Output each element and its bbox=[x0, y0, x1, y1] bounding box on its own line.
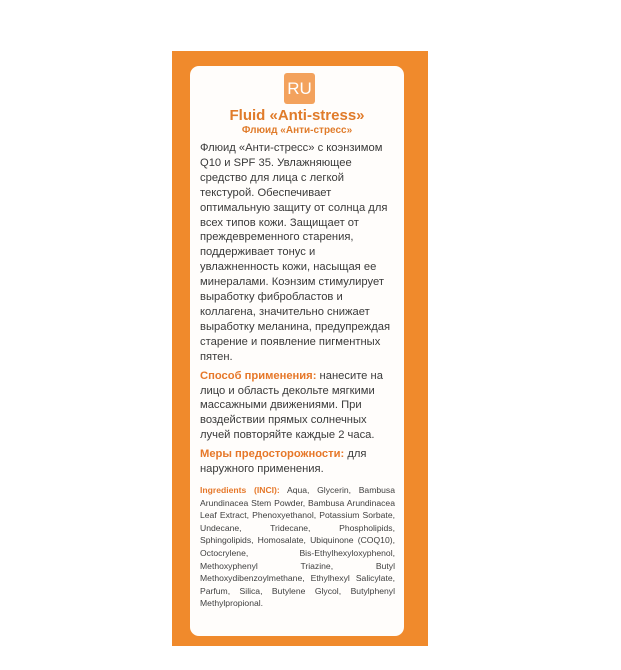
ingredients-text: Aqua, Glycerin, Bambusa Arundinacea Stem Powder, Bambusa Arundinacea Leaf Extract, Phenoxyethanol, Potassium Sorbate, Undecane, Tridecane, Phospholipids, Sphingolipids, Homosalate, Ubiquinone (COQ10), Octocrylene, Bis-Ethylhexyloxyphenol, Methoxyphenyl Triazine, Butyl Methoxydibenzoylmethane, Ethylhexyl Salicylate, Parfum, Silica, Butylene Glycol, Butylphenyl Methylpropional. bbox=[200, 484, 396, 609]
precautions-label: Меры предосторожности: bbox=[200, 448, 345, 461]
usage-section bbox=[200, 369, 395, 444]
usage-text: нанесите на лицо и область декольте мягкими массажными движениями. При воздействии прямых солнечных лучей повторяйте каждые 2 часа. bbox=[200, 369, 383, 442]
product-title: Fluid «Anti-stress» bbox=[229, 107, 365, 124]
ingredients-section bbox=[200, 484, 395, 610]
precautions-section bbox=[200, 447, 395, 477]
ingredients-label: Ingredients (INCI): bbox=[200, 484, 280, 495]
language-badge: RU bbox=[284, 73, 315, 104]
product-subtitle: Флюид «Анти-стресс» bbox=[241, 125, 353, 136]
precautions-text: для наружного применения. bbox=[200, 448, 367, 476]
usage-label: Способ применения: bbox=[200, 369, 317, 382]
label-text bbox=[200, 141, 395, 610]
description-text: Флюид «Анти-стресс» с коэнзимом Q10 и SPF 35. Увлажняющее средство для лица с легкой текстурой. Обеспечивает оптимальную защиту от солнца для всех типов кожи. Защищает от преждевременного старения, поддерживает тонус и увлажненность кожи, насыщая ее минералами. Коэнзим стимулирует выработку фибробластов и коллагена, значительно снижает выработку меланина, предупреждая старение и появление пигментных пятен. bbox=[200, 142, 391, 363]
